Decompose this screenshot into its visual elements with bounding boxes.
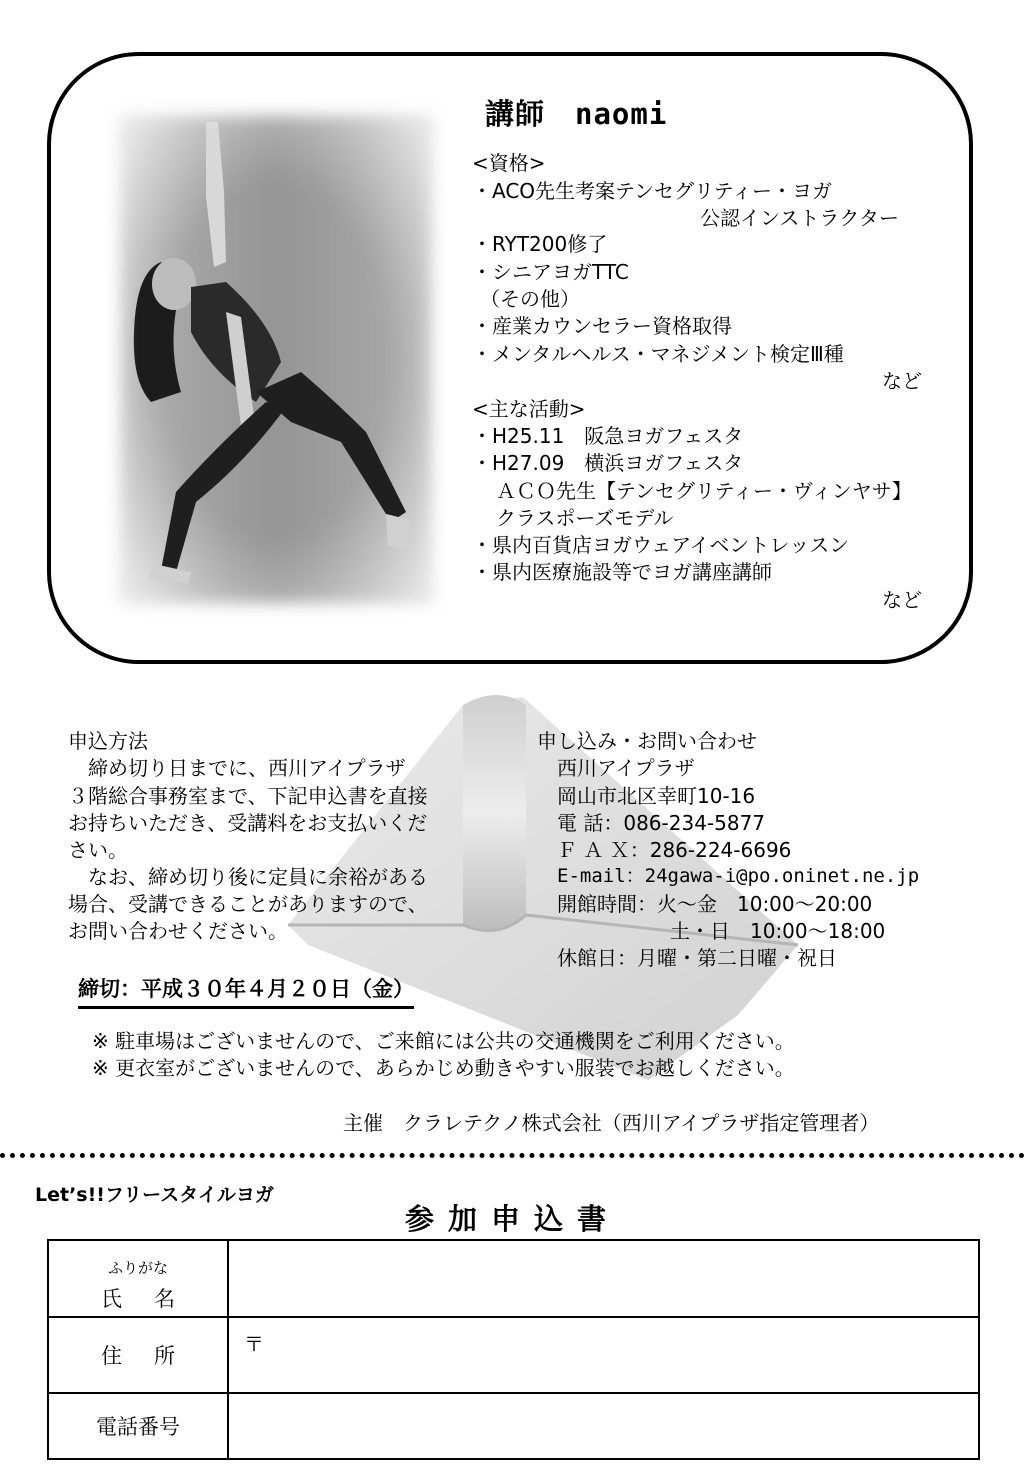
- contact-closed-days: 休館日：月曜・第二日曜・祝日: [557, 946, 837, 970]
- application-method-heading: 申込方法: [68, 729, 148, 753]
- qualification-item: ・シニアヨガTTC: [472, 260, 629, 284]
- application-method-line: ３階総合事務室まで、下記申込書を直接: [68, 784, 428, 808]
- note-changing-room: ※ 更衣室がございませんので、あらかじめ動きやすい服装でお越しください。: [92, 1056, 795, 1080]
- activity-item: ・H25.11 阪急ヨガフェスタ: [472, 424, 744, 448]
- organizer: 主催 クラレテクノ株式会社（西川アイプラザ指定管理者）: [343, 1111, 880, 1135]
- form-title: 参加申込書: [405, 1202, 621, 1236]
- contact-address: 岡山市北区幸町10-16: [557, 784, 756, 808]
- application-method-line: お持ちいただき、受講料をお支払いくだ: [68, 811, 428, 835]
- form-row-name: [48, 1240, 979, 1317]
- activity-item: ・県内百貨店ヨガウェアイベントレッスン: [472, 533, 850, 557]
- contact-hours-weekday: 開館時間：火～金 10:00～20:00: [557, 892, 873, 916]
- qualification-item: ・ACO先生考案テンセグリティー・ヨガ: [472, 179, 833, 203]
- activity-item: ＡＣＯ先生【テンセグリティー・ヴィンヤサ】: [496, 479, 912, 503]
- application-method-line: 場合、受講できることがありますので、: [68, 892, 428, 916]
- form-app-name: Let’s!!フリースタイルヨガ: [35, 1184, 274, 1206]
- qualification-etc: など: [882, 369, 922, 393]
- form-row-phone: [48, 1393, 979, 1459]
- phone-label-cell: [48, 1393, 228, 1459]
- contact-venue: 西川アイプラザ: [557, 756, 695, 780]
- contact-heading: 申し込み・お問い合わせ: [537, 729, 757, 753]
- qualification-item: ・産業カウンセラー資格取得: [472, 314, 732, 338]
- address-field[interactable]: [228, 1317, 979, 1393]
- contact-fax: Ｆ Ａ Ｘ：286-224-6696: [557, 838, 792, 862]
- contact-hours-weekend: 土・日 10:00～18:00: [670, 919, 886, 943]
- activity-item: ・県内医療施設等でヨガ講座講師: [472, 560, 772, 584]
- qualification-item: ・メンタルヘルス・マネジメント検定Ⅲ種: [472, 342, 844, 366]
- postal-mark: 〒: [244, 1332, 264, 1356]
- instructor-title: 講師 naomi: [485, 97, 668, 131]
- phone-label: 電話番号: [96, 1415, 180, 1439]
- note-parking: ※ 駐車場はございませんので、ご来館には公共の交通機関をご利用ください。: [92, 1029, 795, 1053]
- application-method-line: なお、締め切り後に定員に余裕がある: [68, 865, 428, 889]
- phone-field[interactable]: [228, 1393, 979, 1459]
- activity-etc: など: [882, 588, 922, 612]
- qualification-item: ・RYT200修了: [472, 232, 608, 256]
- qualification-item: 公認インストラクター: [700, 206, 899, 230]
- deadline: 締切：平成３０年４月２０日（金）: [78, 973, 414, 1009]
- address-label: 住所: [101, 1344, 207, 1368]
- application-method-line: お問い合わせください。: [68, 919, 288, 943]
- contact-phone: 電 話：086-234-5877: [557, 811, 766, 835]
- instructor-photo: [106, 102, 446, 617]
- form-row-address: [48, 1317, 979, 1393]
- qualification-item: （その他）: [480, 287, 580, 311]
- furigana-label: ふりがな: [107, 1259, 168, 1277]
- application-form: [47, 1239, 980, 1460]
- contact-email[interactable]: E-mail：24gawa-i@po.oninet.ne.jp: [557, 865, 920, 887]
- name-label-cell: [48, 1240, 228, 1317]
- name-field[interactable]: [228, 1240, 979, 1317]
- qualifications-heading: <資格>: [472, 151, 546, 175]
- activity-item: クラスポーズモデル: [496, 506, 674, 530]
- activity-item: ・H27.09 横浜ヨガフェスタ: [472, 451, 744, 475]
- cut-line: [0, 1153, 1025, 1158]
- application-method-line: 締め切り日までに、西川アイプラザ: [68, 756, 406, 780]
- address-label-cell: [48, 1317, 228, 1393]
- activities-heading: <主な活動>: [472, 397, 586, 421]
- application-method-line: さい。: [68, 838, 128, 862]
- name-label: 氏名: [101, 1287, 207, 1311]
